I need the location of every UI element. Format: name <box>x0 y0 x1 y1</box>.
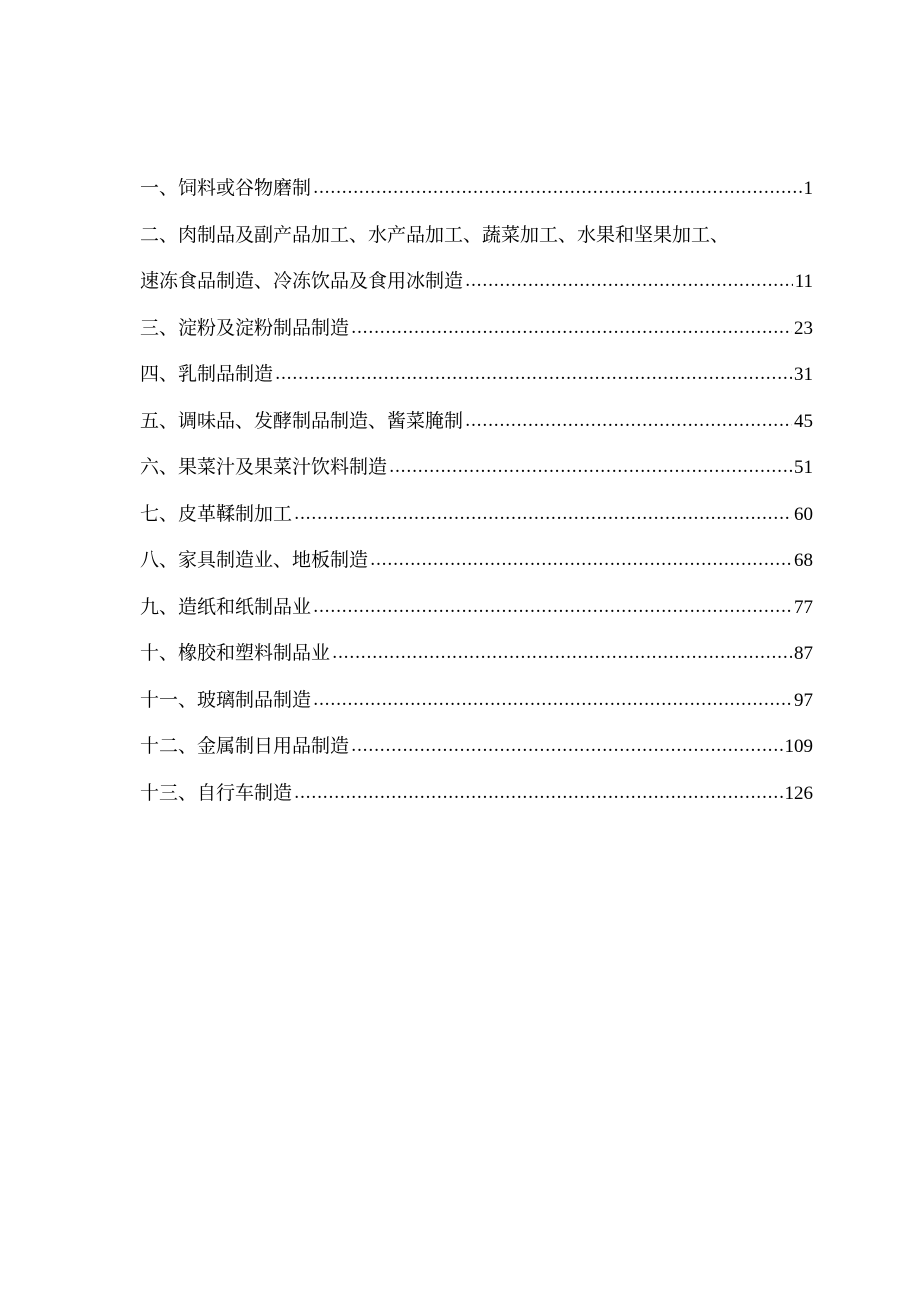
toc-entry[interactable] <box>140 635 813 682</box>
toc-dot-leader <box>313 169 801 206</box>
toc-page-number: 68 <box>794 550 813 571</box>
toc-page-number: 60 <box>794 503 813 525</box>
toc-entry-title: 六、果菜汁及果菜汁饮料制造 <box>140 456 388 478</box>
toc-page-number: 97 <box>794 689 813 711</box>
toc-entry-title: 九、造纸和纸制品业 <box>140 595 312 618</box>
toc-entry[interactable] <box>140 496 813 543</box>
toc-entry-title: 四、乳制品制造 <box>140 363 274 385</box>
toc-entry-title: 十二、金属制日用品制造 <box>140 735 350 757</box>
toc-entry-title: 十、橡胶和塑料制品业 <box>140 642 331 664</box>
toc-entry[interactable] <box>140 589 813 636</box>
toc-page-number: 45 <box>794 410 813 432</box>
toc-entry-title: 一、饲料或谷物磨制 <box>140 177 312 199</box>
toc-dot-leader <box>294 774 782 811</box>
toc-entry[interactable] <box>140 263 813 310</box>
toc-dot-leader <box>370 541 792 578</box>
toc-page-number: 11 <box>794 271 813 292</box>
toc-entry-title: 速冻食品制造、冷冻饮品及食用冰制造 <box>140 270 464 292</box>
toc-entry[interactable] <box>140 542 813 589</box>
toc-dot-leader <box>313 588 792 625</box>
toc-entry-title: 八、家具制造业、地板制造 <box>140 549 369 571</box>
toc-entry[interactable] <box>140 310 813 357</box>
toc-dot-leader <box>465 402 792 439</box>
toc-entry[interactable] <box>140 449 813 496</box>
toc-dot-leader <box>465 262 793 299</box>
toc-dot-leader <box>389 448 792 485</box>
toc-dot-leader <box>351 309 792 346</box>
toc-page-number: 77 <box>794 596 813 618</box>
toc-entry-title: 五、调味品、发酵制品制造、酱菜腌制 <box>140 409 464 432</box>
toc-dot-leader <box>351 727 782 764</box>
toc-entry-title: 十一、玻璃制品制造 <box>140 688 312 711</box>
toc-page-number: 51 <box>794 457 813 478</box>
toc-page-number: 87 <box>794 643 813 664</box>
toc-entry-title: 七、皮革鞣制加工 <box>140 502 293 525</box>
toc-page-number: 1 <box>803 178 813 199</box>
toc-entry[interactable] <box>140 356 813 403</box>
toc-entry-continued-line[interactable] <box>140 217 813 264</box>
toc-entry[interactable] <box>140 775 813 822</box>
toc-dot-leader <box>313 681 792 718</box>
toc-dot-leader <box>275 355 792 392</box>
toc-entry[interactable] <box>140 403 813 450</box>
toc-entry[interactable] <box>140 682 813 729</box>
table-of-contents <box>140 170 813 821</box>
toc-entry[interactable] <box>140 728 813 775</box>
toc-dot-leader <box>294 495 792 532</box>
toc-page-number: 31 <box>794 364 813 385</box>
toc-page-number: 126 <box>784 782 813 804</box>
toc-entry-title: 三、淀粉及淀粉制品制造 <box>140 316 350 339</box>
toc-entry-title-line1: 二、肉制品及副产品加工、水产品加工、蔬菜加工、水果和坚果加工、 <box>140 223 730 246</box>
toc-entry[interactable] <box>140 170 813 217</box>
toc-entry-title: 十三、自行车制造 <box>140 781 293 804</box>
toc-page-number: 23 <box>794 317 813 339</box>
toc-dot-leader <box>332 634 792 671</box>
toc-page-number: 109 <box>784 736 813 757</box>
